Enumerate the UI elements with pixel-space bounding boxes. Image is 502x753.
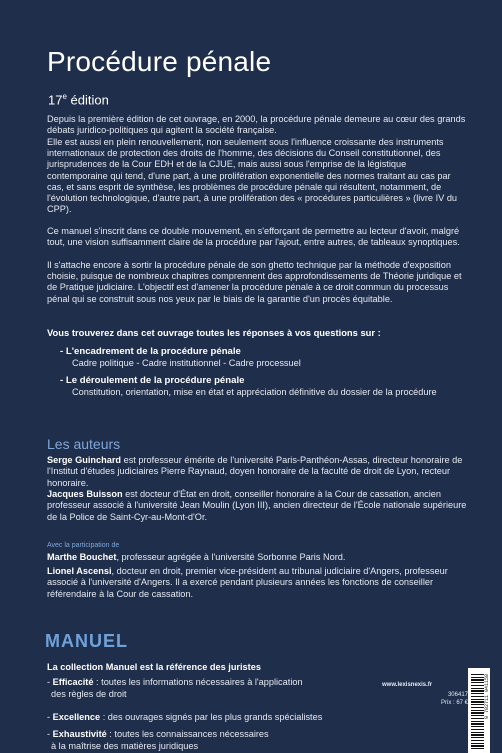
author-entry: Serge Guinchard est professeur émérite de l'université Paris-Panthéon-Assas, directeur honoraire de l'Institut d'études judiciaires Pierre Raynaud, doyen honoraire de la faculté de droit de Lyon, recteur honoraire. — [47, 455, 463, 488]
contributor-entry: Lionel Ascensi, docteur en droit, premier vice-président au tribunal judiciaire d'Angers, professeur associé à l'université d'Angers. Il a exercé pendant plusieurs années les fonctions de conseiller référendaire à la Cour de cassation. — [47, 566, 448, 599]
feature-item: - Excellence : des ouvrages signés par les plus grands spécialistes — [47, 712, 323, 722]
section-body: Constitution, orientation, mise en état et appréciation définitive du dossier de la procédure — [72, 387, 437, 397]
participation-label: Avec la participation de — [47, 542, 120, 549]
section-heading: - L'encadrement de la procédure pénale — [60, 346, 241, 357]
author-entry: Jacques Buisson est docteur d'État en droit, conseiller honoraire à la Cour de cassation, ancien professeur associé à l'université Jean Moulin (Lyon III), ancien directeur de l'École nationale supérieure de la Police de Saint-Cyr-au-Mont-d'Or. — [47, 489, 467, 522]
edition-label: 17e édition — [48, 92, 109, 108]
intro-paragraph-1: Depuis la première édition de cet ouvrage, en 2000, la procédure pénale demeure au cœur des grands débats juridico-politiques qui agitent la société française. — [47, 114, 466, 136]
collection-tagline: La collection Manuel est la référence des juristes — [47, 662, 261, 672]
author-name: Jacques Buisson — [47, 489, 123, 499]
intro-paragraph-4: Il s'attache encore à sortir la procédure pénale de son ghetto technique par la méthode d'exposition choisie, puisque de nombreux chapitres comprennent des approfondissements de Théorie juridique et de Pratique judiciaire. L'objectif est d'amener la procédure pénale à ce droit commun du processus pénal qui se construit sous nos yeux par le biais de la garantie d'un procès équitable. — [47, 260, 462, 304]
contributor-name: Lionel Ascensi — [47, 566, 112, 576]
isbn-digits: 9 782711 041158 — [484, 674, 490, 720]
series-logo: MANUEL — [45, 631, 128, 651]
publisher-site: www.lexisnexis.fr — [382, 682, 433, 688]
contributor-entry: Marthe Bouchet, professeur agrégée à l'université Sorbonne Paris Nord. — [47, 552, 346, 562]
isbn-barcode — [468, 668, 490, 753]
section-deroulement — [60, 375, 460, 399]
feature-item: - Efficacité : toutes les informations nécessaires à l'application des règles de droit — [47, 677, 303, 699]
book-title: Procédure pénale — [47, 46, 272, 77]
reference-code: 306417 — [447, 692, 468, 698]
contributor-name: Marthe Bouchet — [47, 552, 117, 562]
intro-paragraph-3: Ce manuel s'inscrit dans ce double mouvement, en s'efforçant de permettre au lecteur d'avoir, malgré tout, une vision suffisamment claire de la procédure par l'ajout, entre autres, de tableaux synoptiques. — [47, 226, 460, 248]
authors-heading: Les auteurs — [47, 436, 121, 452]
questions-heading: Vous trouverez dans cet ouvrage toutes les réponses à vos questions sur : — [47, 327, 381, 338]
section-body: Cadre politique - Cadre institutionnel - Cadre processuel — [72, 358, 301, 368]
price-label: Prix : 67 € — [440, 700, 468, 706]
barcode-bars — [471, 672, 484, 749]
section-encadrement — [60, 346, 460, 370]
intro-paragraph-2: Elle est aussi en plein renouvellement, non seulement sous l'influence croissante des instruments internationaux de protection des droits de l'homme, des décisions du Conseil constitutionnel, des jurisprudences de la Cour EDH et de la CJUE, mais aussi sous l'emprise de la légistique contemporaine qui tend, d'une part, à une prolifération exponentielle des normes traitant au cas par cas, et sans esprit de synthèse, les problèmes de procédure pénale qui résultent, notamment, de l'évolution technologique, d'autre part, à une prolifération des « procédures particulières » (livre IV du CPP). — [47, 137, 458, 215]
author-name: Serge Guinchard — [47, 455, 122, 465]
feature-item: - Exhaustivité : toutes les connaissances nécessaires à la maîtrise des matières juridiques — [47, 729, 269, 751]
section-heading: - Le déroulement de la procédure pénale — [60, 375, 245, 386]
